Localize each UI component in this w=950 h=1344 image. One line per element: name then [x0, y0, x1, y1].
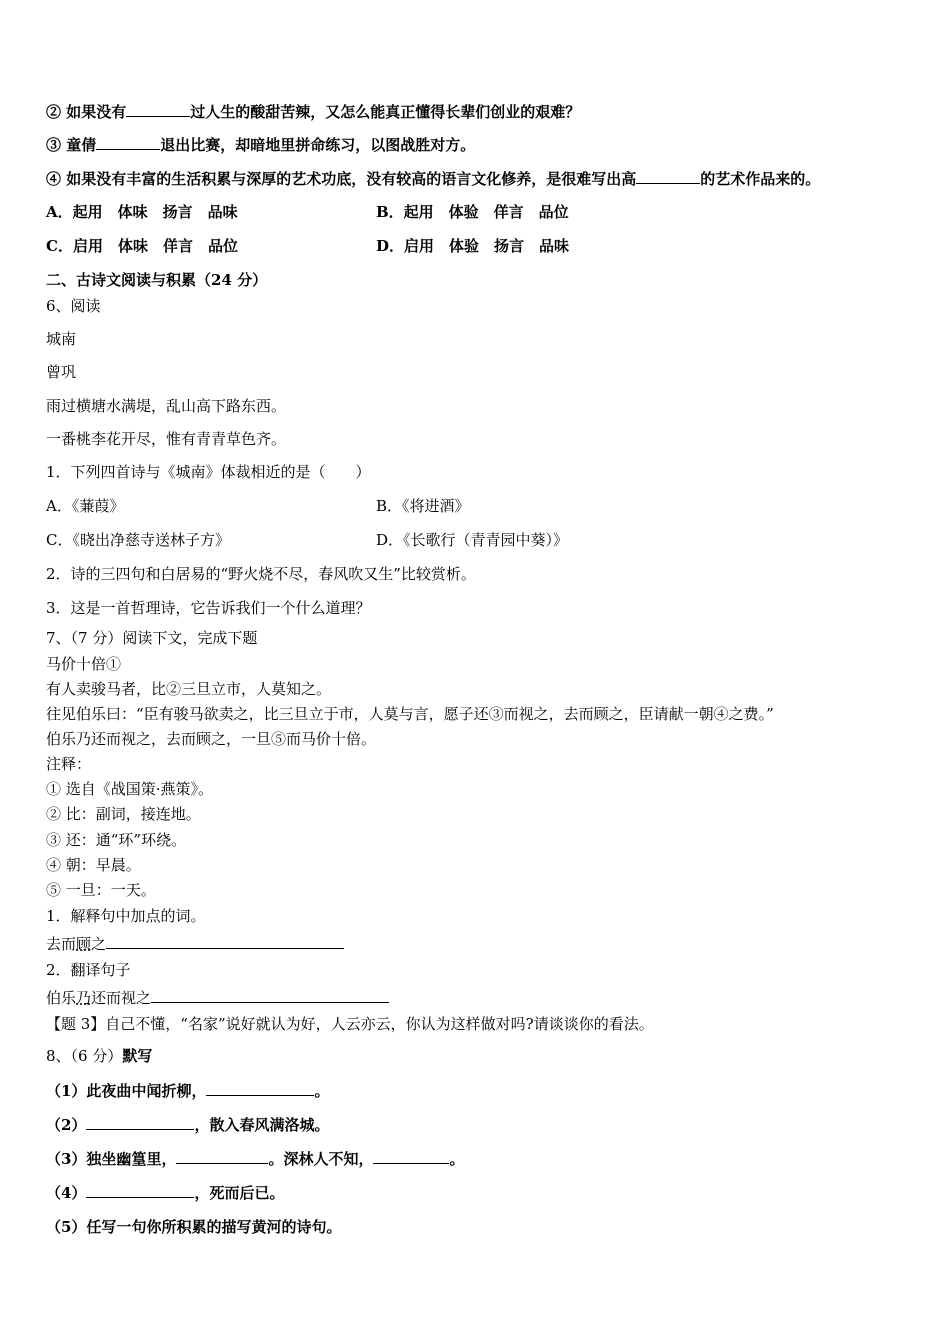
text: ④ 如果没有丰富的生活积累与深厚的艺术功底，没有较高的语言文化修养，是很难写出高: [46, 170, 637, 188]
note-2: ② 比：副词，接连地。: [46, 805, 201, 823]
text: 之: [91, 935, 107, 953]
fill-blank[interactable]: [126, 102, 190, 117]
text: 8、（6 分）: [46, 1047, 123, 1065]
fill-blank[interactable]: [373, 1149, 449, 1164]
fill-blank[interactable]: [86, 1115, 194, 1130]
q7-heading: 7、（7 分）阅读下文，完成下题: [46, 629, 258, 647]
text: ③ 童倩: [46, 136, 97, 154]
notes-heading: 注释：: [46, 755, 92, 773]
fill-blank[interactable]: [636, 169, 700, 184]
text: （2）: [46, 1116, 87, 1134]
q5-options-cd: [46, 236, 570, 256]
text: 默写: [122, 1047, 153, 1065]
q8-line-3: [46, 1149, 464, 1169]
option-d[interactable]: D．启用 体验 扬言 品味: [376, 237, 570, 255]
fill-blank[interactable]: [176, 1149, 268, 1164]
section-heading: 二、古诗文阅读与积累（24 分）: [46, 271, 268, 289]
q6-heading: 6、阅读: [46, 297, 101, 315]
option-b[interactable]: B．起用 体验 佯言 品位: [376, 203, 569, 221]
option-c[interactable]: C．《晓出净慈寺送林子方》: [46, 531, 230, 549]
q5-sentence-2: [46, 102, 580, 122]
q7-sub-3: 【题 3】自己不懂，“名家”说好就认为好，人云亦云，你认为这样做对吗?请谈谈你的看法。: [46, 1015, 654, 1033]
text: 还而视之: [91, 989, 152, 1007]
q8-line-2: [46, 1115, 329, 1135]
text: 伯乐: [46, 989, 77, 1007]
note-1: ① 选自《战国策·燕策》。: [46, 780, 214, 798]
text: （3）独坐幽篁里，: [46, 1150, 177, 1168]
q8-heading: [46, 1046, 152, 1066]
fill-blank[interactable]: [206, 1081, 314, 1096]
note-5: ⑤ 一旦：一天。: [46, 881, 156, 899]
dotted-word: 乃: [76, 989, 92, 1007]
option-a[interactable]: A．《蒹葭》: [46, 497, 125, 515]
poem-line-2: 一番桃李花开尽，惟有青青草色齐。: [46, 430, 287, 448]
passage-paragraph-2: 往见伯乐曰：“臣有骏马欲卖之，比三旦立于市，人莫与言，愿子还③而视之，去而顾之，臣请献一朝④之费。”: [46, 705, 774, 723]
q7-item-1: [46, 934, 344, 954]
poem-author: 曾巩: [46, 363, 77, 381]
passage-title: 马价十倍①: [46, 655, 122, 673]
q6-sub-2: 2．诗的三四句和白居易的“野火烧不尽，春风吹又生”比较赏析。: [46, 565, 476, 583]
text: ，死而后已。: [194, 1184, 285, 1202]
poem-line-1: 雨过横塘水满堤，乱山高下路东西。: [46, 397, 287, 415]
fill-blank[interactable]: [86, 1183, 194, 1198]
q8-line-4: [46, 1183, 284, 1203]
q7-sub-2: 2．翻译句子: [46, 961, 131, 979]
q5-options-ab: [46, 202, 569, 222]
option-b[interactable]: B．《将进酒》: [376, 497, 470, 515]
q8-line-5: （5）任写一句你所积累的描写黄河的诗句。: [46, 1218, 342, 1236]
poem-title: 城南: [46, 330, 77, 348]
dotted-word: 顾: [76, 935, 92, 953]
text: ，散入春风满洛城。: [194, 1116, 330, 1134]
answer-blank[interactable]: [151, 988, 389, 1003]
text: 的艺术作品来的。: [700, 170, 821, 188]
text: 。: [449, 1150, 465, 1168]
text: ② 如果没有: [46, 103, 127, 121]
q6-sub-1: 1．下列四首诗与《城南》体裁相近的是（ ）: [46, 463, 371, 481]
q6-options-ab: [46, 496, 470, 516]
note-3: ③ 还：通“环”环绕。: [46, 831, 187, 849]
q6-sub-3: 3．这是一首哲理诗，它告诉我们一个什么道理？: [46, 599, 371, 617]
option-c[interactable]: C．启用 体味 佯言 品位: [46, 237, 238, 255]
passage-paragraph-1: 有人卖骏马者，比②三旦立市，人莫知之。: [46, 680, 332, 698]
q6-options-cd: [46, 530, 569, 550]
q7-item-2: [46, 988, 389, 1008]
text: 过人生的酸甜苦辣，又怎么能真正懂得长辈们创业的艰难？: [190, 103, 581, 121]
text: （4）: [46, 1184, 87, 1202]
q7-sub-1: 1．解释句中加点的词。: [46, 907, 206, 925]
q8-line-1: [46, 1081, 329, 1101]
q5-sentence-3: [46, 135, 475, 155]
option-a[interactable]: A．起用 体味 扬言 品味: [46, 203, 238, 221]
passage-paragraph-3: 伯乐乃还而视之，去而顾之，一旦⑤而马价十倍。: [46, 730, 377, 748]
text: 去而: [46, 935, 77, 953]
note-4: ④ 朝：早晨。: [46, 856, 141, 874]
q5-sentence-4: [46, 169, 820, 189]
text: 。深林人不知，: [268, 1150, 374, 1168]
text: 。: [314, 1082, 330, 1100]
text: 退出比赛，却暗地里拼命练习，以图战胜对方。: [160, 136, 476, 154]
option-d[interactable]: D．《长歌行（青青园中葵）》: [376, 531, 569, 549]
fill-blank[interactable]: [96, 135, 160, 150]
text: （1）此夜曲中闻折柳，: [46, 1082, 207, 1100]
answer-blank[interactable]: [106, 934, 344, 949]
